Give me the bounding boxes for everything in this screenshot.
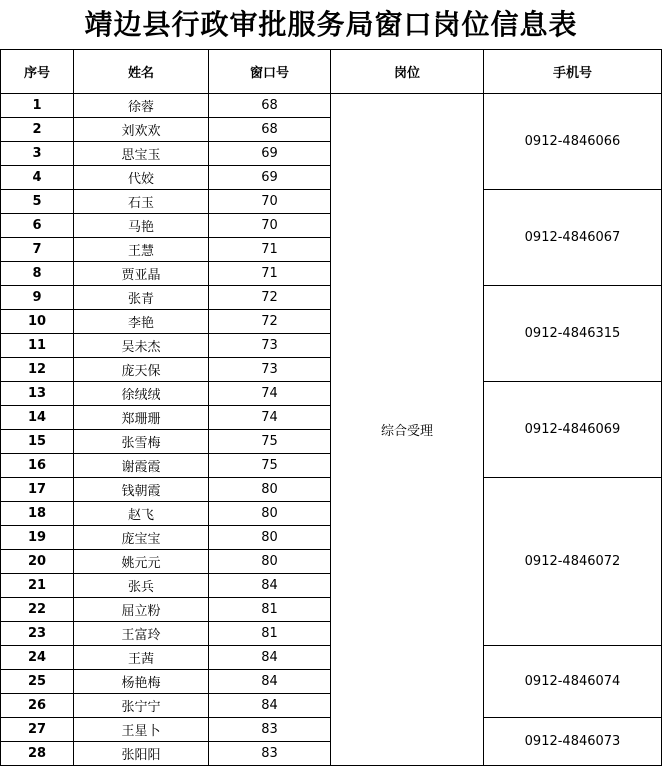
- row-seq: 8: [1, 262, 74, 286]
- row-phone: 0912-4846074: [484, 646, 662, 718]
- row-window: 75: [209, 430, 331, 454]
- row-name: 庞宝宝: [74, 526, 209, 550]
- row-seq: 14: [1, 406, 74, 430]
- row-window: 68: [209, 94, 331, 118]
- row-seq: 21: [1, 574, 74, 598]
- row-phone: 0912-4846069: [484, 382, 662, 478]
- row-name: 王星卜: [74, 718, 209, 742]
- row-phone: 0912-4846067: [484, 190, 662, 286]
- header-name: 姓名: [74, 50, 209, 94]
- row-seq: 28: [1, 742, 74, 766]
- row-name: 王茜: [74, 646, 209, 670]
- row-window: 71: [209, 238, 331, 262]
- header-window: 窗口号: [209, 50, 331, 94]
- header-row: [1, 50, 662, 94]
- row-seq: 10: [1, 310, 74, 334]
- row-name: 李艳: [74, 310, 209, 334]
- row-window: 80: [209, 502, 331, 526]
- row-name: 张兵: [74, 574, 209, 598]
- row-seq: 11: [1, 334, 74, 358]
- row-seq: 23: [1, 622, 74, 646]
- row-seq: 3: [1, 142, 74, 166]
- row-window: 70: [209, 190, 331, 214]
- row-window: 80: [209, 526, 331, 550]
- row-seq: 20: [1, 550, 74, 574]
- row-window: 84: [209, 574, 331, 598]
- row-window: 72: [209, 286, 331, 310]
- row-name: 思宝玉: [74, 142, 209, 166]
- row-name: 张宁宁: [74, 694, 209, 718]
- row-name: 张雪梅: [74, 430, 209, 454]
- row-window: 72: [209, 310, 331, 334]
- row-seq: 15: [1, 430, 74, 454]
- row-seq: 16: [1, 454, 74, 478]
- row-window: 71: [209, 262, 331, 286]
- row-name: 王慧: [74, 238, 209, 262]
- row-window: 73: [209, 334, 331, 358]
- row-name: 谢霞霞: [74, 454, 209, 478]
- row-phone: 0912-4846315: [484, 286, 662, 382]
- row-name: 姚元元: [74, 550, 209, 574]
- row-name: 钱朝霞: [74, 478, 209, 502]
- row-seq: 4: [1, 166, 74, 190]
- row-phone: 0912-4846073: [484, 718, 662, 766]
- row-name: 徐蓉: [74, 94, 209, 118]
- row-name: 屈立粉: [74, 598, 209, 622]
- row-window: 84: [209, 670, 331, 694]
- row-name: 吴未杰: [74, 334, 209, 358]
- row-name: 张青: [74, 286, 209, 310]
- row-window: 69: [209, 166, 331, 190]
- row-seq: 25: [1, 670, 74, 694]
- header-phone: 手机号: [484, 50, 662, 94]
- row-name: 张阳阳: [74, 742, 209, 766]
- row-seq: 13: [1, 382, 74, 406]
- row-seq: 1: [1, 94, 74, 118]
- row-seq: 17: [1, 478, 74, 502]
- row-window: 83: [209, 718, 331, 742]
- row-name: 郑珊珊: [74, 406, 209, 430]
- row-name: 贾亚晶: [74, 262, 209, 286]
- header-seq: 序号: [1, 50, 74, 94]
- row-seq: 7: [1, 238, 74, 262]
- row-phone: 0912-4846072: [484, 478, 662, 646]
- row-name: 杨艳梅: [74, 670, 209, 694]
- row-seq: 2: [1, 118, 74, 142]
- row-window: 84: [209, 694, 331, 718]
- row-window: 84: [209, 646, 331, 670]
- row-window: 80: [209, 550, 331, 574]
- row-window: 80: [209, 478, 331, 502]
- row-name: 马艳: [74, 214, 209, 238]
- row-name: 王富玲: [74, 622, 209, 646]
- header-position: 岗位: [331, 50, 484, 94]
- row-seq: 26: [1, 694, 74, 718]
- row-name: 庞天保: [74, 358, 209, 382]
- row-window: 69: [209, 142, 331, 166]
- staff-table: [0, 49, 662, 766]
- row-seq: 22: [1, 598, 74, 622]
- table-row: [1, 94, 662, 118]
- row-seq: 5: [1, 190, 74, 214]
- row-window: 70: [209, 214, 331, 238]
- row-window: 74: [209, 406, 331, 430]
- row-window: 83: [209, 742, 331, 766]
- row-window: 73: [209, 358, 331, 382]
- row-seq: 12: [1, 358, 74, 382]
- row-name: 徐绒绒: [74, 382, 209, 406]
- row-phone: 0912-4846066: [484, 94, 662, 190]
- row-window: 68: [209, 118, 331, 142]
- row-name: 代姣: [74, 166, 209, 190]
- row-position: 综合受理: [331, 94, 484, 766]
- row-name: 赵飞: [74, 502, 209, 526]
- row-seq: 27: [1, 718, 74, 742]
- row-seq: 18: [1, 502, 74, 526]
- row-seq: 24: [1, 646, 74, 670]
- row-window: 81: [209, 622, 331, 646]
- row-seq: 6: [1, 214, 74, 238]
- row-name: 刘欢欢: [74, 118, 209, 142]
- row-seq: 9: [1, 286, 74, 310]
- row-window: 74: [209, 382, 331, 406]
- row-seq: 19: [1, 526, 74, 550]
- row-window: 81: [209, 598, 331, 622]
- page-title: 靖边县行政审批服务局窗口岗位信息表: [84, 8, 578, 41]
- row-name: 石玉: [74, 190, 209, 214]
- row-window: 75: [209, 454, 331, 478]
